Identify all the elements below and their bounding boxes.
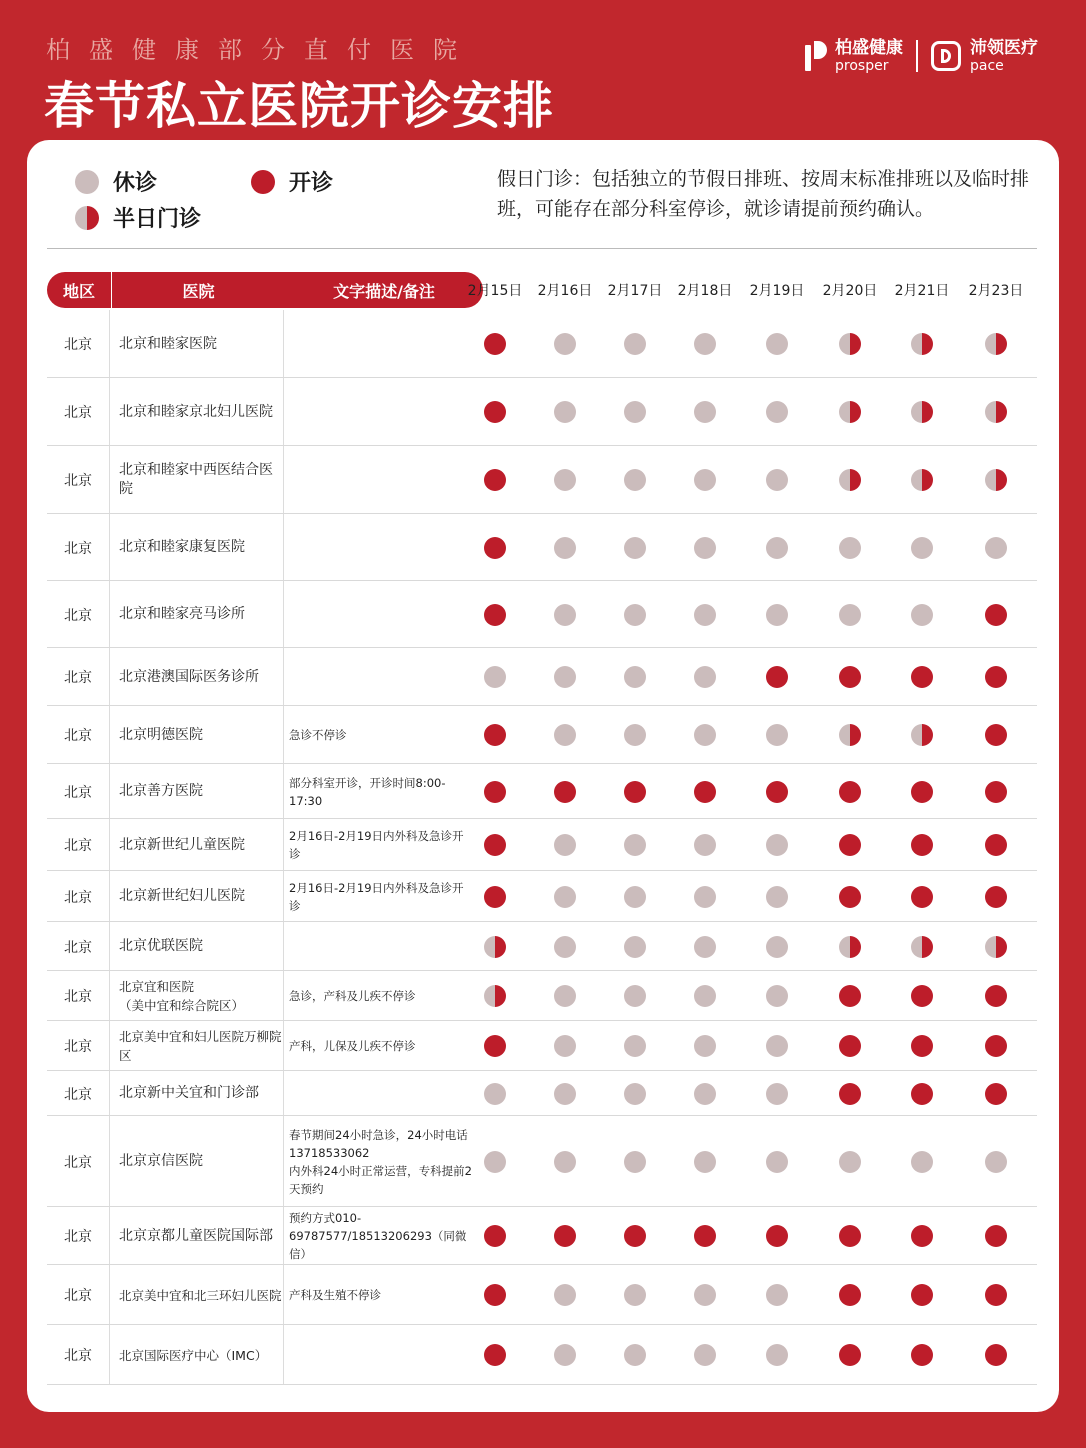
open-status-dot: [839, 781, 861, 803]
open-status-dot: [624, 1225, 646, 1247]
open-status-dot: [766, 781, 788, 803]
region-cell: 北京: [47, 819, 110, 871]
open-status-dot: [484, 724, 506, 746]
open-status-dot: [911, 666, 933, 688]
half-status-dot: [839, 724, 861, 746]
open-status-dot: [839, 985, 861, 1007]
closed-status-dot: [554, 886, 576, 908]
note-cell: 2月16日-2月19日内外科及急诊开诊: [289, 829, 464, 861]
open-status-dot: [554, 1225, 576, 1247]
region-cell: 北京: [47, 1207, 110, 1265]
table-row: [47, 706, 1037, 764]
closed-status-dot: [766, 1083, 788, 1105]
open-status-dot: [766, 666, 788, 688]
table-row: [47, 648, 1037, 706]
date-header: 2月15日: [467, 283, 523, 299]
open-status-dot: [484, 781, 506, 803]
open-status-dot: [911, 886, 933, 908]
table-row: [47, 1207, 1037, 1265]
closed-status-dot: [766, 1035, 788, 1057]
closed-status-dot: [694, 724, 716, 746]
note-cell: 预约方式010-69787577/18513206293（同微信）: [289, 1211, 467, 1261]
row-divider: [47, 1384, 1037, 1385]
closed-status-dot: [624, 1083, 646, 1105]
region-cell: 北京: [47, 310, 110, 378]
closed-status-dot: [624, 1035, 646, 1057]
date-header: 2月21日: [894, 283, 950, 299]
hospital-cell: 北京优联医院: [111, 922, 284, 971]
header-note: 文字描述/备注: [285, 272, 483, 308]
closed-status-dot: [554, 1035, 576, 1057]
closed-status-dot: [694, 834, 716, 856]
table-row: [47, 514, 1037, 581]
closed-status-dot: [839, 1151, 861, 1173]
closed-status-dot: [694, 1344, 716, 1366]
hospital-cell: 北京港澳国际医务诊所: [111, 648, 284, 706]
half-status-dot: [911, 936, 933, 958]
closed-status-dot: [624, 1344, 646, 1366]
open-status-dot: [911, 1284, 933, 1306]
note-cell: [285, 922, 475, 971]
half-status-dot: [839, 333, 861, 355]
table-row: [47, 922, 1037, 971]
table-row: [47, 1265, 1037, 1325]
closed-status-dot: [911, 604, 933, 626]
open-status-dot: [985, 985, 1007, 1007]
open-status-dot: [985, 666, 1007, 688]
closed-status-dot: [554, 985, 576, 1007]
closed-status-dot: [839, 604, 861, 626]
open-status-dot: [484, 1344, 506, 1366]
closed-status-dot: [766, 537, 788, 559]
region-cell: 北京: [47, 1071, 110, 1116]
closed-status-dot: [694, 333, 716, 355]
open-status-dot: [985, 1035, 1007, 1057]
closed-status-dot: [554, 401, 576, 423]
header-hospital: 医院: [111, 272, 285, 308]
closed-status-dot: [766, 333, 788, 355]
note-cell: [285, 1325, 475, 1385]
hospital-cell: 北京新世纪妇儿医院: [111, 871, 284, 922]
closed-status-dot: [694, 666, 716, 688]
date-header: 2月23日: [968, 283, 1024, 299]
closed-status-dot: [624, 604, 646, 626]
closed-status-dot: [624, 666, 646, 688]
closed-status-dot: [911, 1151, 933, 1173]
open-status-dot: [484, 1284, 506, 1306]
open-status-dot: [911, 834, 933, 856]
closed-status-dot: [624, 333, 646, 355]
hospital-cell: 北京善方医院: [111, 764, 284, 819]
closed-status-dot: [484, 1151, 506, 1173]
half-status-dot: [911, 401, 933, 423]
date-header: 2月20日: [822, 283, 878, 299]
closed-status-dot: [694, 469, 716, 491]
half-status-dot: [839, 469, 861, 491]
closed-status-dot: [694, 401, 716, 423]
open-status-dot: [985, 834, 1007, 856]
closed-status-dot: [554, 1284, 576, 1306]
table-row: [47, 871, 1037, 922]
legend-half: [75, 202, 201, 233]
table-row: [47, 581, 1037, 648]
closed-status-dot: [624, 985, 646, 1007]
region-cell: 北京: [47, 1325, 110, 1385]
note-cell: [285, 1071, 475, 1116]
note-cell: 春节期间24小时急诊，24小时电话 13718533062 内外科24小时正常运营，专科提前2天预约: [289, 1127, 472, 1196]
closed-status-dot: [839, 537, 861, 559]
date-header: 2月19日: [749, 283, 805, 299]
open-status-dot: [624, 781, 646, 803]
open-status-dot: [484, 834, 506, 856]
open-status-dot: [911, 985, 933, 1007]
open-status-dot: [911, 1225, 933, 1247]
prosper-cn-name: 柏盛健康: [835, 37, 903, 58]
closed-status-dot: [624, 886, 646, 908]
open-status-dot: [484, 537, 506, 559]
legend-open: [251, 166, 333, 197]
open-status-dot: [839, 1284, 861, 1306]
region-cell: 北京: [47, 706, 110, 764]
open-status-dot: [484, 401, 506, 423]
closed-status-dot: [484, 1083, 506, 1105]
closed-status-dot: [766, 469, 788, 491]
note-cell: 急诊不停诊: [289, 728, 347, 742]
region-cell: 北京: [47, 581, 110, 648]
open-status-dot: [985, 1284, 1007, 1306]
closed-status-dot: [694, 886, 716, 908]
closed-status-dot: [624, 834, 646, 856]
half-status-dot: [911, 333, 933, 355]
closed-status-dot: [694, 1035, 716, 1057]
table-row: [47, 310, 1037, 378]
closed-status-dot: [624, 724, 646, 746]
hospital-cell: 北京明德医院: [111, 706, 284, 764]
open-status-dot: [839, 1083, 861, 1105]
closed-status-dot: [554, 936, 576, 958]
table-row: [47, 819, 1037, 871]
prosper-en-name: prosper: [835, 57, 889, 74]
pace-mark-icon: [931, 41, 961, 71]
closed-status-dot: [694, 1083, 716, 1105]
legend-note: 假日门诊：包括独立的节假日排班、按周末标准排班以及临时排班，可能存在部分科室停诊，就诊请提前预约确认。: [497, 168, 1030, 220]
open-dot-icon: [251, 170, 275, 194]
closed-status-dot: [766, 1344, 788, 1366]
date-header: 2月17日: [607, 283, 663, 299]
closed-status-dot: [554, 1151, 576, 1173]
note-cell: 产科及生殖不停诊: [289, 1288, 381, 1302]
hospital-cell: 北京美中宜和北三环妇儿医院: [111, 1265, 284, 1325]
open-status-dot: [911, 1083, 933, 1105]
closed-status-dot: [554, 1083, 576, 1105]
closed-dot-icon: [75, 170, 99, 194]
closed-status-dot: [624, 936, 646, 958]
open-status-dot: [839, 886, 861, 908]
closed-status-dot: [694, 1151, 716, 1173]
open-status-dot: [911, 1035, 933, 1057]
table-row: [47, 378, 1037, 446]
date-header: 2月16日: [537, 283, 593, 299]
region-cell: 北京: [47, 922, 110, 971]
hospital-cell: 北京新中关宜和门诊部: [111, 1071, 284, 1116]
pace-cn-name: 沛领医疗: [970, 37, 1038, 58]
closed-status-dot: [766, 604, 788, 626]
divider: [47, 248, 1037, 249]
prosper-mark-icon: [803, 39, 829, 73]
open-status-dot: [911, 781, 933, 803]
note-cell: 产科，儿保及儿疾不停诊: [289, 1039, 416, 1053]
pace-logo: [931, 37, 1038, 74]
open-status-dot: [484, 469, 506, 491]
prosper-logo: [803, 39, 903, 73]
hospital-cell: 北京新世纪儿童医院: [111, 819, 284, 871]
closed-status-dot: [766, 1151, 788, 1173]
region-cell: 北京: [47, 378, 110, 446]
closed-status-dot: [911, 537, 933, 559]
hospital-cell: 北京和睦家医院: [111, 310, 284, 378]
hospital-cell: 北京和睦家康复医院: [111, 514, 284, 581]
closed-status-dot: [766, 985, 788, 1007]
closed-status-dot: [554, 666, 576, 688]
table-row: [47, 1116, 1037, 1207]
closed-status-dot: [766, 1284, 788, 1306]
schedule-card: [27, 140, 1059, 1412]
page-subtitle: 柏盛健康部分直付医院: [46, 36, 476, 64]
closed-status-dot: [985, 537, 1007, 559]
half-dot-icon: [75, 206, 99, 230]
table-row: [47, 971, 1037, 1021]
region-cell: 北京: [47, 764, 110, 819]
note-cell: 急诊，产科及儿疾不停诊: [289, 989, 416, 1003]
open-status-dot: [911, 1344, 933, 1366]
closed-status-dot: [554, 834, 576, 856]
region-cell: 北京: [47, 648, 110, 706]
legend-half-label: 半日门诊: [113, 207, 202, 232]
closed-status-dot: [766, 886, 788, 908]
closed-status-dot: [766, 834, 788, 856]
closed-status-dot: [694, 985, 716, 1007]
half-status-dot: [985, 936, 1007, 958]
open-status-dot: [985, 1225, 1007, 1247]
closed-status-dot: [554, 604, 576, 626]
half-status-dot: [985, 469, 1007, 491]
closed-status-dot: [766, 724, 788, 746]
region-cell: 北京: [47, 514, 110, 581]
note-cell: 部分科室开诊，开诊时间8:00-17:30: [289, 775, 446, 808]
open-status-dot: [484, 1225, 506, 1247]
closed-status-dot: [694, 1284, 716, 1306]
region-cell: 北京: [47, 1265, 110, 1325]
half-status-dot: [985, 401, 1007, 423]
hospital-cell: 北京和睦家中西医结合医院: [111, 446, 284, 514]
open-status-dot: [985, 604, 1007, 626]
half-status-dot: [839, 401, 861, 423]
hospital-cell: 北京宜和医院 （美中宜和综合院区）: [111, 971, 284, 1021]
table-row: [47, 1021, 1037, 1071]
half-status-dot: [911, 724, 933, 746]
open-status-dot: [694, 1225, 716, 1247]
closed-status-dot: [554, 469, 576, 491]
table-row: [47, 764, 1037, 819]
open-status-dot: [985, 886, 1007, 908]
open-status-dot: [694, 781, 716, 803]
note-cell: [285, 378, 475, 446]
table-row: [47, 1325, 1037, 1385]
open-status-dot: [839, 666, 861, 688]
brand-logos: [803, 36, 1038, 76]
closed-status-dot: [484, 666, 506, 688]
open-status-dot: [839, 1225, 861, 1247]
open-status-dot: [839, 1035, 861, 1057]
note-cell: [285, 648, 475, 706]
open-status-dot: [484, 1035, 506, 1057]
hospital-cell: 北京和睦家亮马诊所: [111, 581, 284, 648]
open-status-dot: [484, 333, 506, 355]
hospital-cell: 北京和睦家京北妇儿医院: [111, 378, 284, 446]
open-status-dot: [985, 724, 1007, 746]
half-status-dot: [484, 936, 506, 958]
open-status-dot: [554, 781, 576, 803]
closed-status-dot: [694, 936, 716, 958]
open-status-dot: [985, 781, 1007, 803]
open-status-dot: [985, 1344, 1007, 1366]
region-cell: 北京: [47, 1021, 110, 1071]
hospital-cell: 北京京信医院: [111, 1116, 284, 1207]
header-region: 地区: [47, 272, 111, 308]
closed-status-dot: [694, 604, 716, 626]
half-status-dot: [484, 985, 506, 1007]
closed-status-dot: [624, 1151, 646, 1173]
note-cell: [285, 581, 475, 648]
table-header: [47, 272, 1047, 308]
pace-en-name: pace: [970, 57, 1004, 74]
note-cell: [285, 446, 475, 514]
closed-status-dot: [694, 537, 716, 559]
closed-status-dot: [554, 1344, 576, 1366]
legend: [75, 162, 375, 242]
note-cell: 2月16日-2月19日内外科及急诊开诊: [289, 880, 464, 913]
closed-status-dot: [624, 537, 646, 559]
legend-closed: [75, 166, 157, 197]
note-cell: [285, 310, 475, 378]
open-status-dot: [766, 1225, 788, 1247]
region-cell: 北京: [47, 1116, 110, 1207]
brand-divider: [916, 40, 918, 72]
closed-status-dot: [624, 469, 646, 491]
region-cell: 北京: [47, 446, 110, 514]
closed-status-dot: [554, 537, 576, 559]
open-status-dot: [484, 604, 506, 626]
hospital-cell: 北京京都儿童医院国际部: [111, 1207, 284, 1265]
open-status-dot: [839, 834, 861, 856]
table-row: [47, 446, 1037, 514]
open-status-dot: [985, 1083, 1007, 1105]
hospital-cell: 北京国际医疗中心（IMC）: [111, 1325, 284, 1385]
closed-status-dot: [554, 724, 576, 746]
closed-status-dot: [766, 401, 788, 423]
half-status-dot: [839, 936, 861, 958]
region-cell: 北京: [47, 971, 110, 1021]
half-status-dot: [911, 469, 933, 491]
closed-status-dot: [985, 1151, 1007, 1173]
open-status-dot: [484, 886, 506, 908]
closed-status-dot: [554, 333, 576, 355]
header: [0, 0, 1086, 140]
open-status-dot: [839, 1344, 861, 1366]
legend-open-label: 开诊: [289, 171, 334, 196]
table-row: [47, 1071, 1037, 1116]
hospital-cell: 北京美中宜和妇儿医院万柳院区: [111, 1021, 284, 1071]
closed-status-dot: [766, 936, 788, 958]
note-cell: [285, 514, 475, 581]
page-title: 春节私立医院开诊安排: [44, 77, 554, 135]
closed-status-dot: [624, 1284, 646, 1306]
legend-closed-label: 休诊: [113, 171, 158, 196]
half-status-dot: [985, 333, 1007, 355]
date-header: 2月18日: [677, 283, 733, 299]
closed-status-dot: [624, 401, 646, 423]
region-cell: 北京: [47, 871, 110, 922]
